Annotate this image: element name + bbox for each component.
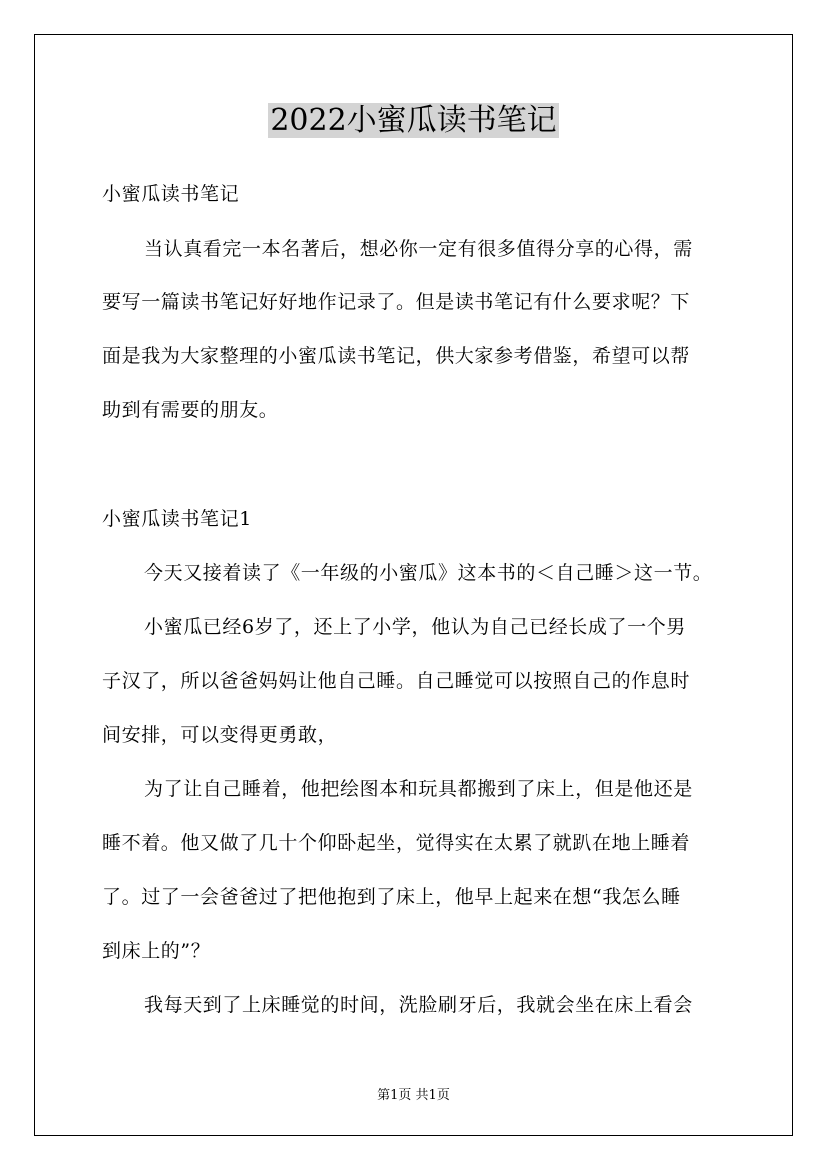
body-line: 今天又接着读了《一年级的小蜜瓜》这本书的＜自己睡＞这一节。	[144, 562, 713, 584]
intro-line: 助到有需要的朋友。	[102, 399, 279, 421]
body-line: 为了让自己睡着，他把绘图本和玩具都搬到了床上，但是他还是	[144, 778, 693, 800]
body-line: 睡不着。他又做了几十个仰卧起坐，觉得实在太累了就趴在地上睡着	[102, 832, 691, 854]
document-title	[0, 100, 827, 142]
intro-line: 面是我为大家整理的小蜜瓜读书笔记，供大家参考借鉴，希望可以帮	[102, 345, 691, 367]
body-line: 我每天到了上床睡觉的时间，洗脸刷牙后，我就会坐在床上看会	[144, 994, 693, 1016]
body-line: 子汉了，所以爸爸妈妈让他自己睡。自己睡觉可以按照自己的作息时	[102, 670, 691, 692]
body-line: 到床上的”？	[102, 940, 211, 962]
document-subtitle: 小蜜瓜读书笔记	[102, 183, 240, 205]
body-line: 间安排，可以变得更勇敢，	[102, 724, 338, 746]
body-line: 小蜜瓜已经6岁了，还上了小学，他认为自己已经长成了一个男	[144, 616, 686, 638]
document-title-text: 2022小蜜瓜读书笔记	[270, 103, 557, 138]
intro-line: 要写一篇读书笔记好好地作记录了。但是读书笔记有什么要求呢？下	[102, 291, 691, 313]
page-footer: 第1页 共1页	[377, 1088, 450, 1103]
body-line: 了。过了一会爸爸过了把他抱到了床上，他早上起来在想“我怎么睡	[102, 886, 681, 908]
intro-line: 当认真看完一本名著后，想必你一定有很多值得分享的心得，需	[144, 238, 693, 260]
section-heading: 小蜜瓜读书笔记1	[102, 508, 252, 530]
